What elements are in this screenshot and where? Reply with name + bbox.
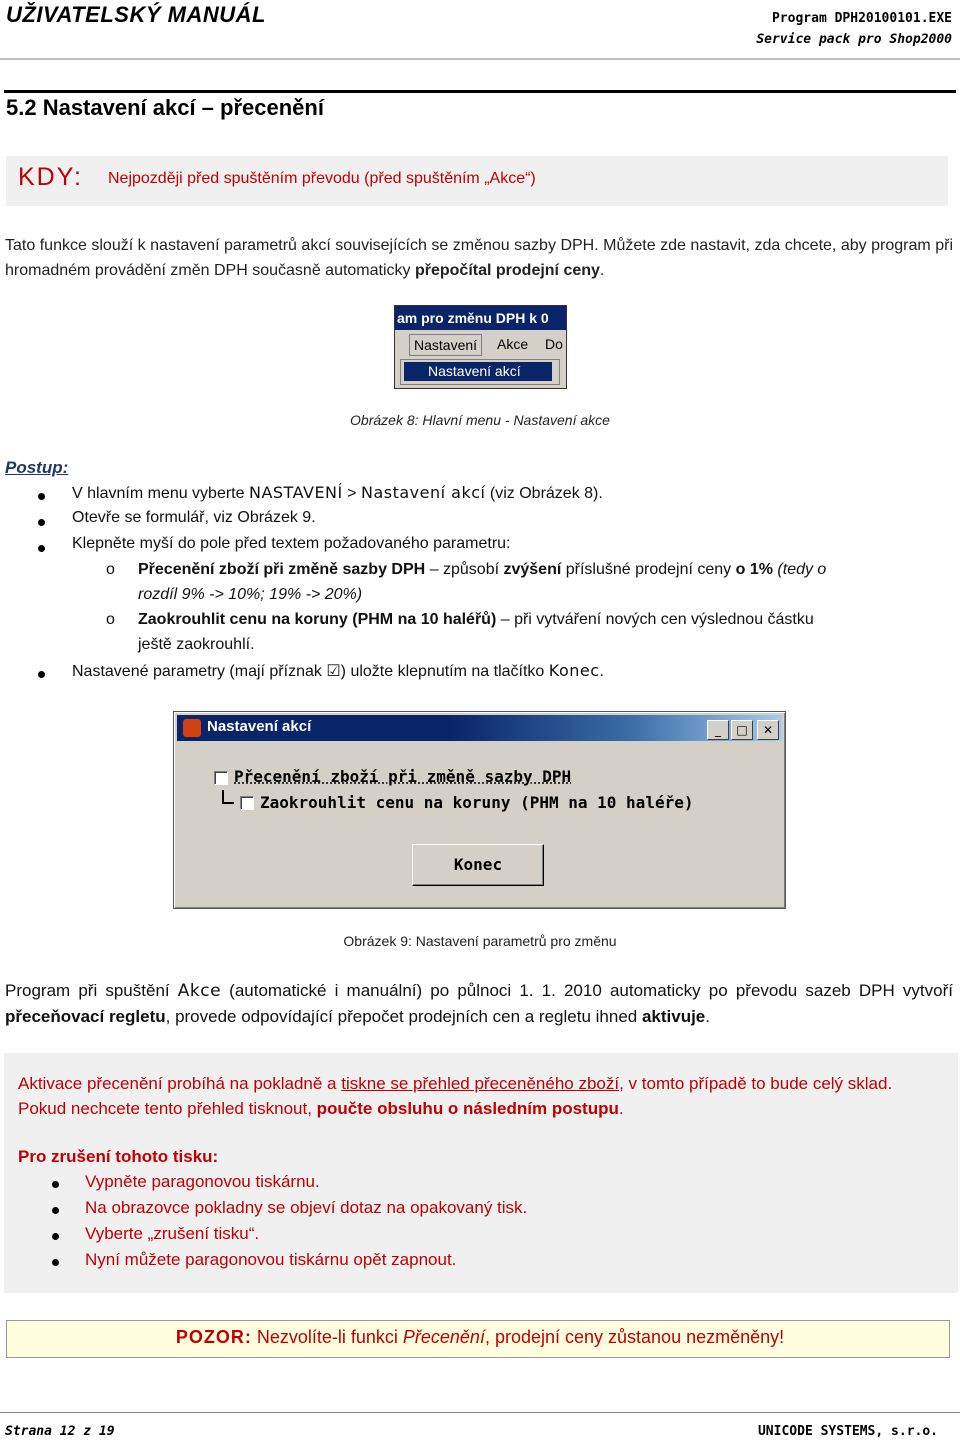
checkbox-preceneni-label[interactable]: Přecenění zboží při změně sazby DPH <box>234 767 572 786</box>
dialog-title-bar <box>177 715 782 741</box>
konec-button[interactable]: Konec <box>412 844 544 886</box>
service-pack: Service pack pro Shop2000 <box>756 32 952 47</box>
kdy-label: KDY: <box>18 163 83 191</box>
zruseni-item: Vypněte paragonovou tiskárnu. <box>85 1172 320 1191</box>
menu-item-do[interactable]: Do <box>545 336 563 352</box>
step-4: Nastavené parametry (mají příznak ☑) uložte klepnutím na tlačítko Konec. <box>72 661 604 680</box>
bullet <box>38 671 45 678</box>
bullet <box>52 1207 59 1214</box>
maximize-button[interactable]: □ <box>731 720 753 740</box>
manual-title: UŽIVATELSKÝ MANUÁL <box>6 2 266 27</box>
figure-9-caption: Obrázek 9: Nastavení parametrů pro změnu <box>343 933 617 949</box>
zruseni-item: Na obrazovce pokladny se objeví dotaz na opakovaný tisk. <box>85 1198 528 1217</box>
bullet <box>52 1233 59 1240</box>
footer-divider <box>0 1412 960 1413</box>
page-number: Strana 12 z 19 <box>5 1424 115 1439</box>
dialog-title: Nastavení akcí <box>207 718 312 735</box>
minimize-button[interactable]: _ <box>707 720 729 740</box>
menu-dropdown <box>400 359 560 385</box>
akce-paragraph: Program při spuštění Akce (automatické i manuální) po půlnoci 1. 1. 2010 automaticky po převodu sazeb DPH vytvoří přeceňovací regletu, provede odpovídající přepočet prodejních cen a regletu ihned aktivuje. <box>5 981 953 1026</box>
menu-item-akce[interactable]: Akce <box>497 336 529 352</box>
tree-connector <box>222 790 234 804</box>
intro-end: . <box>599 262 605 279</box>
header-program-info <box>756 8 952 50</box>
sub-marker: o <box>106 611 115 628</box>
section-divider <box>4 90 956 93</box>
figure-8-caption: Obrázek 8: Hlavní menu - Nastavení akce <box>350 412 610 428</box>
sub-marker: o <box>106 561 115 578</box>
app-icon <box>183 719 201 737</box>
menu-window-title: am pro změnu DPH k 0 <box>395 306 567 330</box>
pozor-text: POZOR: Nezvolíte-li funkci Přecenění, prodejní ceny zůstanou nezměněny! <box>175 1327 785 1347</box>
intro-bold: přepočítal prodejní ceny <box>414 262 600 279</box>
intro-text: Tato funkce slouží k nastavení parametrů akcí souvisejících se změnou sazby DPH. Můžete zde nastavit, zda chcete, aby program při hromadném provádění změn DPH současně automaticky <box>5 237 953 279</box>
bullet <box>52 1259 59 1266</box>
nastaveni-akci-dialog <box>173 711 786 909</box>
bullet <box>38 519 45 526</box>
sub-step-2-line2: ještě zaokrouhlí. <box>138 636 255 653</box>
zruseni-item: Vyberte „zrušení tisku“. <box>85 1224 260 1243</box>
step-1: V hlavním menu vyberte NASTAVENÍ > Nastavení akcí (viz Obrázek 8). <box>72 483 603 502</box>
bullet <box>38 545 45 552</box>
step-2: Otevře se formulář, viz Obrázek 9. <box>72 509 316 526</box>
close-button[interactable]: ✕ <box>757 720 779 740</box>
sub-step-1-line2: rozdíl 9% -> 10%; 19% -> 20%) <box>138 586 363 603</box>
sub-step-2: Zaokrouhlit cenu na koruny (PHM na 10 haléřů) – při vytváření nových cen výslednou částku <box>138 611 814 628</box>
company-name: UNICODE SYSTEMS, s.r.o. <box>757 1424 938 1439</box>
header-divider <box>0 58 960 60</box>
checkbox-zaokrouhlit-label[interactable]: Zaokrouhlit cenu na koruny (PHM na 10 haléře) <box>260 793 694 812</box>
section-title: 5.2 Nastavení akcí – přecenění <box>6 95 324 120</box>
bullet <box>52 1181 59 1188</box>
postup-heading: Postup: <box>5 458 69 477</box>
step-3: Klepněte myší do pole před textem požadovaného parametru: <box>72 535 511 552</box>
main-menu-screenshot <box>394 305 567 389</box>
program-name: Program DPH20100101.EXE <box>771 11 952 26</box>
menu-bar <box>395 332 566 358</box>
zruseni-heading: Pro zrušení tohoto tisku: <box>18 1147 219 1166</box>
menu-item-nastaveni-akci[interactable]: Nastavení akcí <box>404 362 552 381</box>
zruseni-item: Nyní můžete paragonovou tiskárnu opět zapnout. <box>85 1250 457 1269</box>
checkbox-preceneni[interactable] <box>214 771 228 785</box>
bullet <box>38 493 45 500</box>
checkbox-checked-icon: ☑ <box>326 663 341 680</box>
kdy-text: Nejpozději před spuštěním převodu (před spuštěním „Akce“) <box>108 170 536 187</box>
menu-item-nastaveni[interactable]: Nastavení <box>409 334 482 356</box>
intro-paragraph <box>5 233 953 283</box>
checkbox-zaokrouhlit[interactable] <box>240 796 254 810</box>
sub-step-1: Přecenění zboží při změně sazby DPH – způsobí zvýšení příslušné prodejní ceny o 1% (tedy o <box>138 561 827 578</box>
warning-text: Aktivace přecenění probíhá na pokladně a tiskne se přehled přeceněného zboží, v tomto případě to bude celý sklad. Pokud nechcete tento přehled tisknout, poučte obsluhu o následním postupu. <box>18 1074 893 1118</box>
